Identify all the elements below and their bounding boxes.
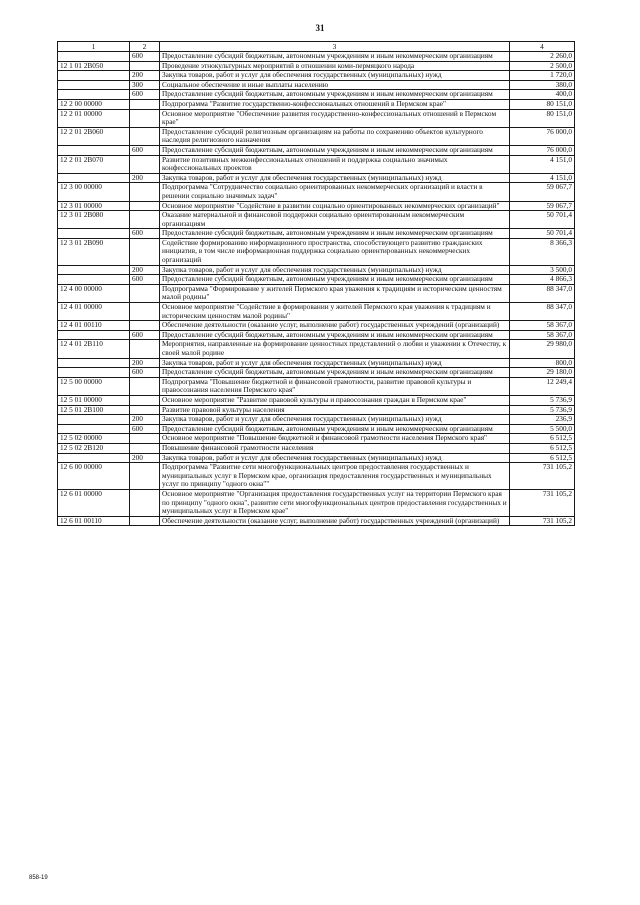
row-name: Основное мероприятие "Развитие правовой культуры и правосознания граждан в Пермском крае" — [160, 395, 510, 405]
row-code: 12 5 02 2В120 — [58, 443, 130, 453]
table-row — [58, 321, 575, 331]
page-number: 31 — [315, 23, 325, 33]
row-code — [58, 80, 130, 90]
row-amount: 4 151,0 — [510, 173, 575, 183]
table-row — [58, 109, 575, 127]
header-col-3: 3 — [160, 42, 510, 52]
row-code: 12 5 01 2В100 — [58, 405, 130, 415]
row-expense-type — [130, 155, 160, 173]
row-expense-type: 600 — [130, 424, 160, 434]
row-name: Основное мероприятие "Повышение бюджетной и финансовой грамотности населения Пермского края" — [160, 434, 510, 444]
row-amount: 4 866,3 — [510, 275, 575, 285]
row-amount: 88 347,0 — [510, 303, 575, 321]
row-expense-type — [130, 284, 160, 302]
row-code: 12 3 00 00000 — [58, 183, 130, 201]
row-expense-type — [130, 395, 160, 405]
row-name: Проведение этнокультурных мероприятий в отношении коми-пермяцкого народа — [160, 61, 510, 71]
table-row — [58, 443, 575, 453]
table-row — [58, 516, 575, 526]
row-expense-type — [130, 434, 160, 444]
row-expense-type: 600 — [130, 52, 160, 62]
table-row — [58, 395, 575, 405]
table-row — [58, 238, 575, 265]
row-name: Предоставление субсидий религиозным организациям на работы по сохранению объектов культурного наследия религиозного назначения — [160, 127, 510, 145]
table-header-row — [58, 42, 575, 52]
row-amount: 76 000,0 — [510, 127, 575, 145]
row-code — [58, 275, 130, 285]
row-code — [58, 229, 130, 239]
row-name: Развитие правовой культуры населения — [160, 405, 510, 415]
table-row — [58, 377, 575, 395]
row-name: Повышение финансовой грамотности населения — [160, 443, 510, 453]
row-code: 12 3 01 2В090 — [58, 238, 130, 265]
row-code: 12 5 02 00000 — [58, 434, 130, 444]
row-code: 12 3 01 00000 — [58, 201, 130, 211]
table-row — [58, 453, 575, 463]
row-expense-type — [130, 99, 160, 109]
row-amount: 3 500,0 — [510, 265, 575, 275]
row-expense-type: 600 — [130, 330, 160, 340]
table-row — [58, 201, 575, 211]
row-expense-type: 300 — [130, 80, 160, 90]
row-expense-type — [130, 183, 160, 201]
row-expense-type — [130, 238, 160, 265]
table-row — [58, 340, 575, 358]
row-name: Предоставление субсидий бюджетным, автономным учреждениям и иным некоммерческим организациям — [160, 330, 510, 340]
row-expense-type — [130, 61, 160, 71]
row-code — [58, 424, 130, 434]
row-name: Предоставление субсидий бюджетным, автономным учреждениям и иным некоммерческим организациям — [160, 275, 510, 285]
row-name: Предоставление субсидий бюджетным, автономным учреждениям и иным некоммерческим организациям — [160, 145, 510, 155]
row-code: 12 4 00 00000 — [58, 284, 130, 302]
row-name: Закупка товаров, работ и услуг для обеспечения государственных (муниципальных) нужд — [160, 358, 510, 368]
table-row — [58, 424, 575, 434]
row-expense-type — [130, 489, 160, 516]
row-name: Подпрограмма "Развитие сети многофункциональных центров предоставления государственных и муниципальных услуг в Пермском крае, организация предоставления государственных и муниципальных услуг по принципу "одного окна"" — [160, 463, 510, 490]
row-code — [58, 90, 130, 100]
row-code — [58, 358, 130, 368]
row-name: Основное мероприятие "Обеспечение развития государственно-конфессиональных отношений в Пермском крае" — [160, 109, 510, 127]
row-expense-type: 600 — [130, 229, 160, 239]
row-code: 12 3 01 2В080 — [58, 211, 130, 229]
row-amount: 50 701,4 — [510, 211, 575, 229]
footer-code: 858-19 — [29, 875, 48, 881]
row-name: Закупка товаров, работ и услуг для обеспечения государственных (муниципальных) нужд — [160, 453, 510, 463]
table-row — [58, 173, 575, 183]
row-amount: 12 249,4 — [510, 377, 575, 395]
row-code — [58, 453, 130, 463]
row-expense-type: 600 — [130, 275, 160, 285]
row-code: 12 5 01 00000 — [58, 395, 130, 405]
row-code: 12 4 01 2В110 — [58, 340, 130, 358]
table-row — [58, 145, 575, 155]
row-amount: 5 736,9 — [510, 405, 575, 415]
row-expense-type: 200 — [130, 71, 160, 81]
row-amount: 76 000,0 — [510, 145, 575, 155]
row-amount: 80 151,0 — [510, 109, 575, 127]
table-row — [58, 61, 575, 71]
row-amount: 29 180,0 — [510, 368, 575, 378]
row-code: 12 6 01 00000 — [58, 489, 130, 516]
row-expense-type — [130, 201, 160, 211]
row-name: Обеспечение деятельности (оказание услуг, выполнение работ) государственных учреждений (организаций) — [160, 321, 510, 331]
row-name: Закупка товаров, работ и услуг для обеспечения государственных (муниципальных) нужд — [160, 71, 510, 81]
row-expense-type — [130, 211, 160, 229]
row-expense-type — [130, 516, 160, 526]
row-expense-type: 200 — [130, 453, 160, 463]
table-row — [58, 368, 575, 378]
row-amount: 5 736,9 — [510, 395, 575, 405]
row-name: Подпрограмма "Сотрудничество социально ориентированных некоммерческих организаций и власти в решении социально значимых задач" — [160, 183, 510, 201]
table-row — [58, 52, 575, 62]
table-row — [58, 330, 575, 340]
row-expense-type — [130, 303, 160, 321]
row-amount: 58 367,0 — [510, 330, 575, 340]
row-expense-type: 600 — [130, 145, 160, 155]
row-name: Предоставление субсидий бюджетным, автономным учреждениям и иным некоммерческим организациям — [160, 229, 510, 239]
table-row — [58, 127, 575, 145]
row-amount: 4 151,0 — [510, 155, 575, 173]
header-col-1: 1 — [58, 42, 130, 52]
row-name: Закупка товаров, работ и услуг для обеспечения государственных (муниципальных) нужд — [160, 173, 510, 183]
row-amount: 400,0 — [510, 90, 575, 100]
row-expense-type: 200 — [130, 358, 160, 368]
table-row — [58, 71, 575, 81]
row-amount: 731 105,2 — [510, 489, 575, 516]
row-name: Основное мероприятие "Организация предоставления государственных услуг на территории Пермского края по принципу "одного окна", развитие сети многофункциональных центров предоставления государственных и муниципальных услуг в Пермском крае" — [160, 489, 510, 516]
row-code: 12 2 01 2В070 — [58, 155, 130, 173]
row-code: 12 6 00 00000 — [58, 463, 130, 490]
row-expense-type: 600 — [130, 90, 160, 100]
row-amount: 6 512,5 — [510, 443, 575, 453]
row-amount: 2 260,0 — [510, 52, 575, 62]
row-code: 12 6 01 00110 — [58, 516, 130, 526]
table-row — [58, 265, 575, 275]
row-amount: 58 367,0 — [510, 321, 575, 331]
table-row — [58, 415, 575, 425]
row-amount: 59 067,7 — [510, 201, 575, 211]
row-expense-type — [130, 377, 160, 395]
table-row — [58, 303, 575, 321]
row-name: Подпрограмма "Повышение бюджетной и финансовой грамотности, развитие правовой культуры и правосознания населения Пермского края" — [160, 377, 510, 395]
row-expense-type — [130, 340, 160, 358]
row-name: Предоставление субсидий бюджетным, автономным учреждениям и иным некоммерческим организациям — [160, 368, 510, 378]
row-code — [58, 368, 130, 378]
row-amount: 88 347,0 — [510, 284, 575, 302]
row-amount: 731 105,2 — [510, 516, 575, 526]
row-name: Подпрограмма "Развитие государственно-конфессиональных отношений в Пермском крае" — [160, 99, 510, 109]
row-amount: 1 720,0 — [510, 71, 575, 81]
row-name: Основное мероприятие "Содействие в развитии социально ориентированных некоммерческих организаций" — [160, 201, 510, 211]
row-expense-type: 600 — [130, 368, 160, 378]
row-amount: 59 067,7 — [510, 183, 575, 201]
table-row — [58, 155, 575, 173]
row-expense-type — [130, 463, 160, 490]
row-amount: 6 512,5 — [510, 453, 575, 463]
table-row — [58, 463, 575, 490]
row-code — [58, 265, 130, 275]
row-code — [58, 71, 130, 81]
row-name: Оказание материальной и финансовой поддержки социально ориентированным некоммерческим организациям — [160, 211, 510, 229]
table-row — [58, 183, 575, 201]
row-name: Предоставление субсидий бюджетным, автономным учреждениям и иным некоммерческим организациям — [160, 52, 510, 62]
budget-table — [57, 41, 575, 526]
row-name: Закупка товаров, работ и услуг для обеспечения государственных (муниципальных) нужд — [160, 415, 510, 425]
table-row — [58, 99, 575, 109]
header-col-2: 2 — [130, 42, 160, 52]
row-name: Закупка товаров, работ и услуг для обеспечения государственных (муниципальных) нужд — [160, 265, 510, 275]
row-name: Социальное обеспечение и иные выплаты населению — [160, 80, 510, 90]
row-expense-type — [130, 405, 160, 415]
row-code: 12 4 01 00000 — [58, 303, 130, 321]
table-row — [58, 434, 575, 444]
row-code — [58, 52, 130, 62]
row-amount: 800,0 — [510, 358, 575, 368]
row-code: 12 2 00 00000 — [58, 99, 130, 109]
row-name: Развитие позитивных межконфессиональных отношений и поддержка социально значимых конфессиональных проектов — [160, 155, 510, 173]
row-code — [58, 145, 130, 155]
row-expense-type: 200 — [130, 265, 160, 275]
row-expense-type: 200 — [130, 415, 160, 425]
row-expense-type — [130, 443, 160, 453]
table-row — [58, 211, 575, 229]
table-row — [58, 90, 575, 100]
row-amount: 236,9 — [510, 415, 575, 425]
row-name: Обеспечение деятельности (оказание услуг, выполнение работ) государственных учреждений (организаций) — [160, 516, 510, 526]
row-name: Предоставление субсидий бюджетным, автономным учреждениям и иным некоммерческим организациям — [160, 90, 510, 100]
row-name: Мероприятия, направленные на формирование ценностных представлений о любви и уважении к Отечеству, к своей малой родине — [160, 340, 510, 358]
row-code: 12 4 01 00110 — [58, 321, 130, 331]
row-expense-type — [130, 321, 160, 331]
row-name: Содействие формированию информационного пространства, способствующего развитию гражданских инициатив, в том числе информационная поддержка социально ориентированных некоммерческих организаций — [160, 238, 510, 265]
row-name: Основное мероприятие "Содействие в формировании у жителей Пермского края уважения к традициям и историческим ценностям малой родины" — [160, 303, 510, 321]
header-col-4: 4 — [510, 42, 575, 52]
table-row — [58, 80, 575, 90]
row-amount: 80 151,0 — [510, 99, 575, 109]
row-code: 12 1 01 2В050 — [58, 61, 130, 71]
row-amount: 380,0 — [510, 80, 575, 90]
row-amount: 8 366,3 — [510, 238, 575, 265]
budget-table-body — [58, 42, 575, 526]
table-row — [58, 489, 575, 516]
table-row — [58, 275, 575, 285]
row-expense-type — [130, 109, 160, 127]
row-code — [58, 330, 130, 340]
row-amount: 5 500,0 — [510, 424, 575, 434]
row-amount: 2 500,0 — [510, 61, 575, 71]
row-amount: 6 512,5 — [510, 434, 575, 444]
row-code — [58, 173, 130, 183]
table-row — [58, 284, 575, 302]
row-expense-type — [130, 127, 160, 145]
row-amount: 731 105,2 — [510, 463, 575, 490]
row-code: 12 2 01 2В060 — [58, 127, 130, 145]
row-code — [58, 415, 130, 425]
row-name: Подпрограмма "Формирование у жителей Пермского края уважения к традициям и историческим ценностям малой родины" — [160, 284, 510, 302]
table-row — [58, 405, 575, 415]
row-expense-type: 200 — [130, 173, 160, 183]
row-code: 12 5 00 00000 — [58, 377, 130, 395]
row-amount: 50 701,4 — [510, 229, 575, 239]
row-name: Предоставление субсидий бюджетным, автономным учреждениям и иным некоммерческим организациям — [160, 424, 510, 434]
row-code: 12 2 01 00000 — [58, 109, 130, 127]
table-row — [58, 358, 575, 368]
row-amount: 29 980,0 — [510, 340, 575, 358]
table-row — [58, 229, 575, 239]
